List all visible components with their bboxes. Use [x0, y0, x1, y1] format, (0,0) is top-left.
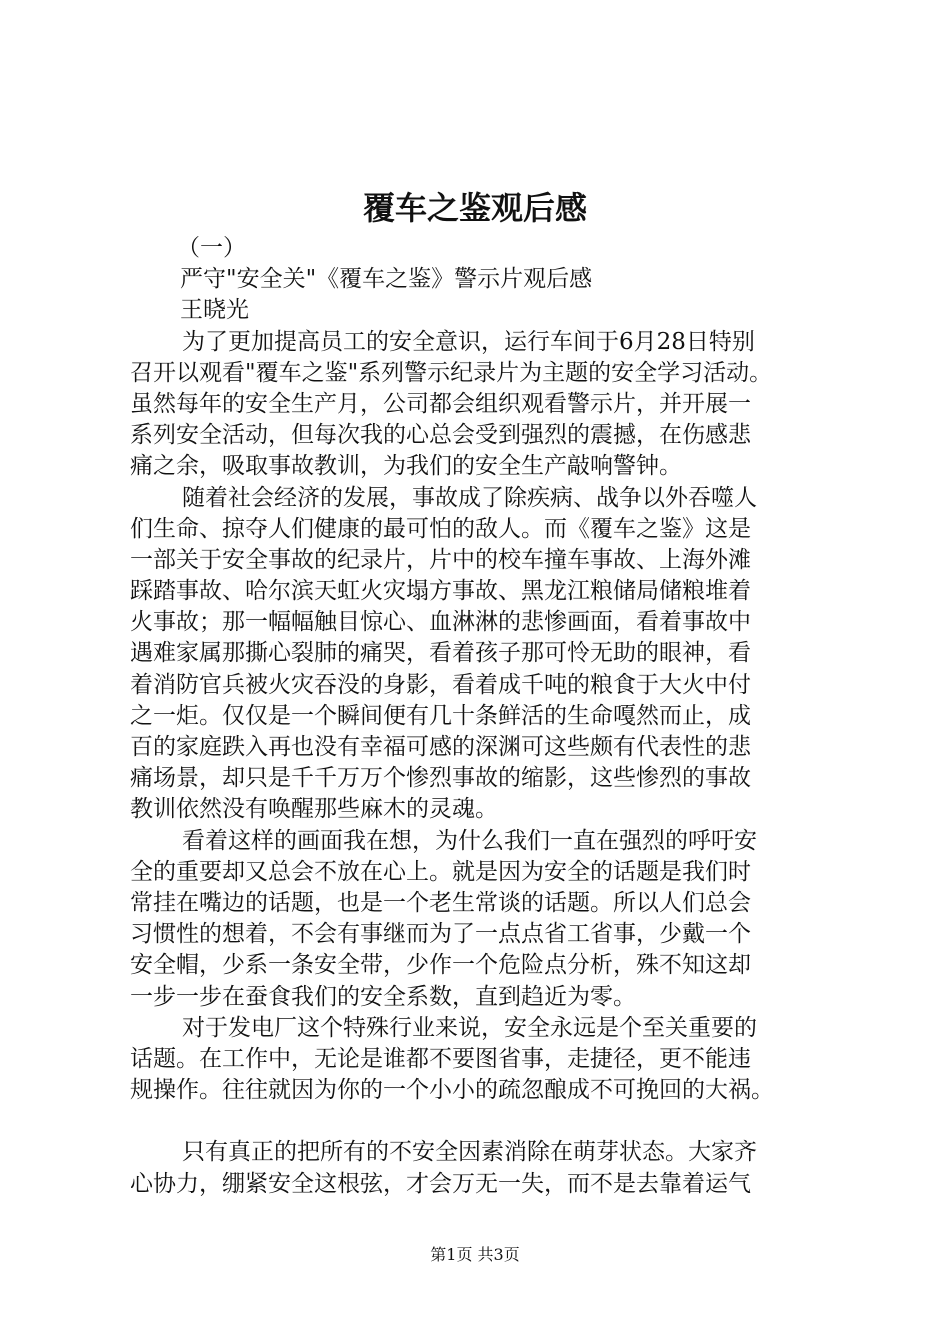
paragraph-line: 着消防官兵被火灾吞没的身影，看着成千吨的粮食于大火中付	[130, 671, 751, 698]
paragraph-line: 习惯性的想着，不会有事继而为了一点点省工省事，少戴一个	[130, 921, 751, 948]
paragraph-line: 火事故；那一幅幅触目惊心、血淋淋的悲惨画面，看着事故中	[130, 609, 751, 636]
paragraph-line: 一步一步在蚕食我们的安全系数，直到趋近为零。	[130, 983, 636, 1010]
paragraph-line: 痛场景，却只是千千万万个惨烈事故的缩影，这些惨烈的事故	[130, 765, 751, 792]
paragraph-line: 全的重要却又总会不放在心上。就是因为安全的话题是我们时	[130, 858, 751, 885]
author-line: 王晓光	[180, 297, 249, 324]
paragraph-line: 踩踏事故、哈尔滨天虹火灾塌方事故、黑龙江粮储局储粮堆着	[130, 578, 751, 605]
paragraph-line: 遇难家属那撕心裂肺的痛哭，看着孩子那可怜无助的眼神，看	[130, 640, 751, 667]
paragraph-line: 安全帽，少系一条安全带，少作一个危险点分析，殊不知这却	[130, 952, 751, 979]
paragraph-line: 教训依然没有唤醒那些麻木的灵魂。	[130, 796, 498, 823]
paragraph-line: 规操作。往往就因为你的一个小小的疏忽酿成不可挽回的大祸。	[130, 1077, 774, 1104]
paragraph-line: 只有真正的把所有的不安全因素消除在萌芽状态。大家齐	[182, 1139, 757, 1166]
paragraph-line: 为了更加提高员工的安全意识，运行车间于6月28日特别	[182, 328, 755, 355]
document-body	[130, 233, 830, 1200]
paragraph-line: 召开以观看"覆车之鉴"系列警示纪录片为主题的安全学习活动。	[130, 359, 773, 386]
paragraph-line: 们生命、掠夺人们健康的最可怕的敌人。而《覆车之鉴》这是	[130, 515, 751, 542]
paragraph-line: 一部关于安全事故的纪录片，片中的校车撞车事故、上海外滩	[130, 546, 751, 573]
document-title: 覆车之鉴观后感	[362, 189, 587, 227]
paragraph-line: 随着社会经济的发展，事故成了除疾病、战争以外吞噬人	[182, 484, 757, 511]
paragraph-line: 系列安全活动，但每次我的心总会受到强烈的震撼，在伤感悲	[130, 422, 751, 449]
subtitle-line: 严守"安全关"《覆车之鉴》警示片观后感	[180, 266, 593, 293]
paragraph-spacer	[130, 1106, 830, 1137]
paragraph-line: 话题。在工作中，无论是谁都不要图省事，走捷径，更不能违	[130, 1045, 751, 1072]
paragraph-line: 常挂在嘴边的话题，也是一个老生常谈的话题。所以人们总会	[130, 889, 751, 916]
paragraph-line: 看着这样的画面我在想，为什么我们一直在强烈的呼吁安	[182, 827, 757, 854]
paragraph-line: 痛之余，吸取事故教训，为我们的安全生产敲响警钟。	[130, 453, 682, 480]
paragraph-line: 虽然每年的安全生产月，公司都会组织观看警示片，并开展一	[130, 390, 751, 417]
page-footer: 第1页 共3页	[430, 1245, 520, 1264]
paragraph-line: 百的家庭跌入再也没有幸福可感的深渊可这些颇有代表性的悲	[130, 734, 751, 760]
paragraph-line: 对于发电厂这个特殊行业来说，安全永远是个至关重要的	[182, 1014, 757, 1041]
paragraph-line: 心协力，绷紧安全这根弦，才会万无一失，而不是去靠着运气	[130, 1170, 751, 1197]
paragraph-line: 之一炬。仅仅是一个瞬间便有几十条鲜活的生命嘎然而止，成	[130, 702, 751, 729]
section-marker: （一）	[177, 235, 246, 261]
